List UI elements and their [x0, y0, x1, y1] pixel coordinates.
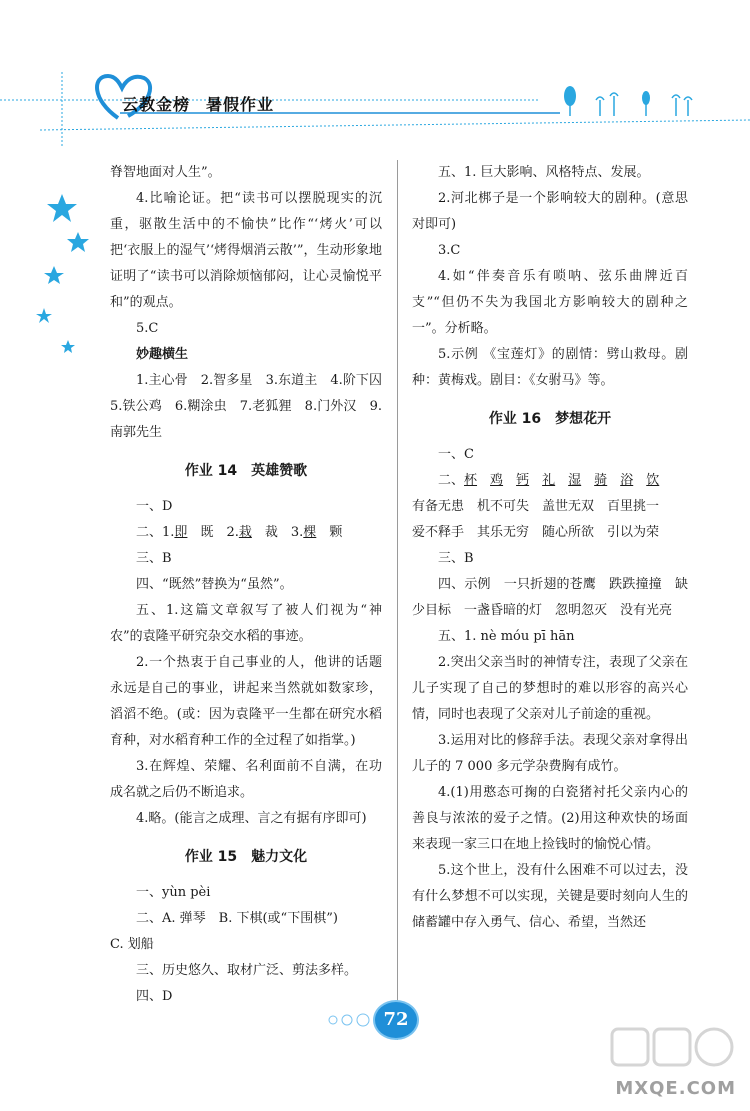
answer-line: 四、“既然”替换为“虽然”。	[136, 577, 293, 592]
text-fragment: 既 2.	[200, 525, 239, 540]
answer-line: 爱不释手 其乐无穷 随心所欲 引以为荣	[412, 525, 660, 540]
answer-line: 2.一个热衷于自己事业的人，他讲的话题永远是自己的事业，讲起来当然就如数家珍，滔滔不绝。(或：因为袁隆平一生都在研究水稻育种，对水稻育种工作的全过程了如指掌。)	[110, 655, 382, 748]
plants-icon	[564, 86, 692, 116]
header-decoration	[0, 0, 750, 150]
star-icon	[61, 340, 75, 353]
answer-line: 一、yùn pèi	[136, 885, 211, 900]
star-icon	[36, 308, 52, 323]
underlined-char: 钙	[516, 473, 530, 488]
underlined-char: 鸡	[490, 473, 504, 488]
answer-line: 有备无患 机不可失 盖世无双 百里挑一	[412, 499, 660, 514]
underlined-char: 浴	[620, 473, 634, 488]
answer-line: 3.在辉煌、荣耀、名利面前不自满，在功成名就之后仍不断追求。	[110, 759, 382, 800]
text-fragment: 二、1.	[136, 525, 175, 540]
answer-line	[110, 520, 382, 546]
underlined-char: 湿	[568, 473, 582, 488]
answer-line: 四、示例 一只折翅的苍鹰 跌跌撞撞 缺少目标 一盏昏暗的灯 忽明忽灭 没有光亮	[412, 577, 688, 618]
answer-line: 二、A. 弹琴 B. 下棋(或“下围棋”)	[136, 911, 338, 926]
page-header	[0, 0, 750, 150]
answer-line: 一、C	[438, 447, 474, 462]
star-icon	[47, 194, 77, 222]
header-title	[122, 92, 274, 115]
answer-line: 一、D	[136, 499, 173, 514]
underlined-char: 即	[174, 525, 188, 540]
watermark-text: MXQE.COM	[615, 1078, 736, 1099]
page-dots-decoration	[325, 1010, 375, 1030]
answer-line: 三、B	[438, 551, 474, 566]
text-fragment: 裁 3.	[264, 525, 304, 540]
text-fragment: 颗	[329, 525, 343, 540]
answer-line	[412, 468, 688, 494]
section-title-14: 作业 14 英雄赞歌	[184, 463, 308, 479]
answer-line: 2.突出父亲当时的神情专注，表现了父亲在儿子实现了自己的梦想时的难以形容的高兴心情，同时也表现了父亲对儿子前途的重视。	[412, 655, 688, 722]
answer-line: 4.略。(能言之成理、言之有据有序即可)	[136, 811, 367, 826]
answer-line: 3.运用对比的修辞手法。表现父亲对拿得出儿子的 7 000 多元学杂费胸有成竹。	[412, 733, 688, 774]
stars-decoration	[0, 180, 90, 370]
answer-line: 五、1.这篇文章叙写了被人们视为“神农”的袁隆平研究杂交水稻的事迹。	[110, 603, 382, 644]
answer-line: 五、1. nè móu pī hān	[438, 629, 575, 644]
book-title: 云教金榜	[122, 95, 191, 114]
subsection-title: 妙趣横生	[136, 347, 189, 362]
answer-line: 4.(1)用憨态可掬的白瓷猪衬托父亲内心的善良与浓浓的爱子之情。(2)用这种欢快的场面来表现一家三口在地上捡钱时的愉悦心情。	[412, 785, 688, 852]
answer-line: 4.如“伴奏音乐有唢呐、弦乐曲牌近百支”“但仍不失为我国北方影响较大的剧种之一”。分析略。	[412, 269, 688, 336]
answer-line: 5.示例 《宝莲灯》的剧情：劈山救母。剧种：黄梅戏。剧目：《女驸马》等。	[412, 347, 688, 388]
answer-line: 5.这个世上，没有什么困难不可以过去，没有什么梦想不可以实现，关键是要时刻向人生的储蓄罐中存入勇气、信心、希望，当然还	[412, 863, 688, 930]
underlined-char: 杯	[464, 473, 478, 488]
answer-line: 1.主心骨 2.智多星 3.东道主 4.阶下囚 5.铁公鸡 6.糊涂虫 7.老狐狸 8.门外汉 9.南郭先生	[110, 373, 396, 440]
answer-line: 4.比喻论证。把“读书可以摆脱现实的沉重，驱散生活中的不愉快”比作“‘烤火’可以把‘衣服上的湿气’‘烤得烟消云散’”，生动形象地证明了“读书可以消除烦恼郁闷，让心灵愉悦平和”的观点。	[110, 191, 382, 310]
page-number: 72	[373, 1000, 419, 1040]
section-title-15: 作业 15 魅力文化	[184, 849, 308, 865]
star-icon	[44, 266, 64, 284]
answer-line: 5.C	[136, 321, 159, 336]
underlined-char: 栽	[238, 525, 252, 540]
text-fragment: 二、	[438, 473, 465, 488]
section-title-16: 作业 16 梦想花开	[488, 411, 612, 427]
left-column	[110, 160, 396, 1010]
answer-line: 五、1. 巨大影响、风格特点、发展。	[438, 165, 650, 180]
answer-line: 三、历史悠久、取材广泛、剪法多样。	[136, 963, 358, 978]
answer-line: 三、B	[136, 551, 172, 566]
right-column	[412, 160, 688, 936]
answer-line: 脊智地面对人生”。	[110, 165, 221, 180]
column-divider	[397, 160, 398, 1040]
answer-line: 2.河北梆子是一个影响较大的剧种。(意思对即可)	[412, 191, 688, 232]
underlined-char: 棵	[303, 525, 317, 540]
answer-line: 四、D	[136, 989, 173, 1004]
book-subtitle: 暑假作业	[206, 95, 275, 114]
answer-line: 3.C	[438, 243, 461, 258]
underlined-char: 饮	[646, 473, 660, 488]
star-icon	[67, 232, 89, 252]
underlined-char: 骑	[594, 473, 608, 488]
underlined-char: 礼	[542, 473, 556, 488]
answer-line: C. 划船	[110, 937, 154, 952]
